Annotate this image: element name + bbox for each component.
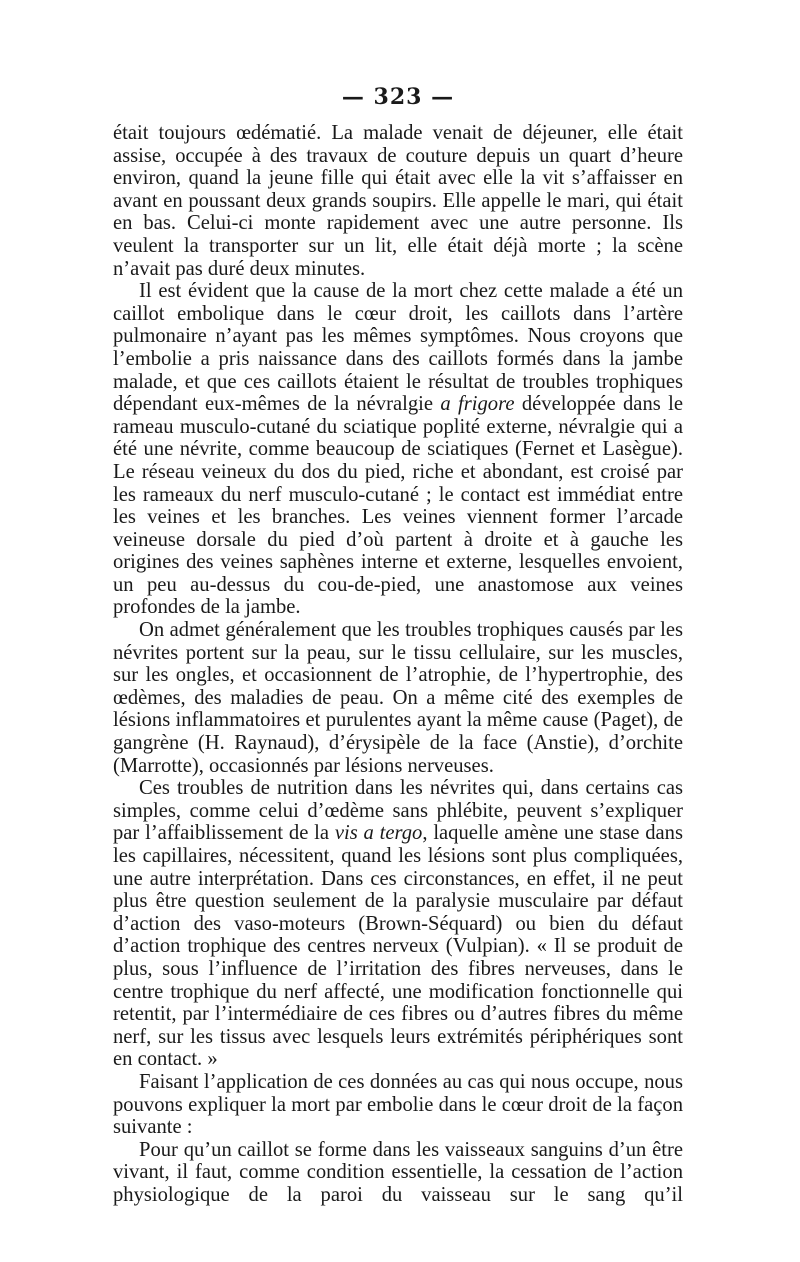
text-run: On admet généralement que les troubles trophiques causés par les névrites portent sur la peau, sur le tissu cellulaire, sur les muscles, sur les ongles, et occasionnent de l’atrophie, de l’hypertrophie, des œdèmes, des maladies de peau. On a même cité des exemples de lésions inflammatoires et purulentes ayant la même cause (Paget), de gangrène (H. Raynaud), d’érysipèle de la face (Anstie), d’orchite (Marrotte), occasionnés par lésions nerveuses.: [113, 619, 683, 777]
text-run: Ces troubles de nutrition dans les névrites qui, dans certains cas simples, comme celui d’œdème sans phlébite, peuvent s’expliquer par l’affaiblissement de la: [113, 777, 683, 845]
paragraph-6: [113, 1139, 683, 1207]
text-run: , laquelle amène une stase dans les capillaires, nécessitent, quand les lésions sont plus compliquées, une autre interprétation. Dans ces circonstances, en effet, il ne peut plus être question seulement de la paralysie musculaire par défaut d’action des vaso-moteurs (Brown-Séquard) ou bien du défaut d’action trophique des centres nerveux (Vulpian). « Il se produit de plus, sous l’influence de l’irritation des fibres nerveuses, dans le centre trophique du nerf affecté, une modification fonctionnelle qui retentit, par l’intermédiaire de ces fibres ou d’autres fibres du même nerf, sur les tissus avec lesquels leurs extrémités périphériques sont en contact. »: [113, 822, 683, 1071]
paragraph-5: [113, 1071, 683, 1139]
italic-text: a frigore: [440, 393, 515, 416]
paragraph-4: [113, 777, 683, 1071]
body-text: [113, 122, 683, 1207]
text-run: Il est évident que la cause de la mort chez cette malade a été un caillot embolique dans le cœur droit, les caillots dans l’artère pulmonaire n’ayant pas les mêmes symptômes. Nous croyons que l’embolie a pris naissance dans des caillots formés dans la jambe malade, et que ces caillots étaient le résultat de troubles trophiques dépendant eux-mêmes de la névralgie: [113, 280, 683, 416]
text-run: était toujours œdématié. La malade venait de déjeuner, elle était assise, occupée à des travaux de couture depuis un quart d’heure environ, quand la jeune fille qui était avec elle la vit s’affaisser en avant en poussant deux grands soupirs. Elle appelle le mari, qui était en bas. Celui-ci monte rapidement avec une autre personne. Ils veulent la transporter sur un lit, elle était déjà morte ; la scène n’avait pas duré deux minutes.: [113, 122, 683, 280]
text-run: Pour qu’un caillot se forme dans les vaisseaux sanguins d’un être vivant, il faut, comme condition essentielle, la cessation de l’action physiologique de la paroi du vaisseau sur le sang qu’il: [113, 1138, 683, 1206]
book-page: [113, 84, 683, 1207]
paragraph-2: [113, 280, 683, 619]
paragraph-1: [113, 122, 683, 280]
paragraph-3: [113, 619, 683, 777]
italic-text: vis a tergo: [334, 822, 423, 845]
text-run: développée dans le rameau musculo-cutané du sciatique poplité externe, névralgie qui a été une névrite, comme beaucoup de sciatiques (Fernet et Lasègue). Le réseau veineux du dos du pied, riche et abondant, est croisé par les rameaux du nerf musculo-cutané ; le contact est immédiat entre les veines et les branches. Les veines viennent former l’arcade veineuse dorsale du pied d’où partent à droite et à gauche les origines des veines saphènes interne et externe, lesquelles envoient, un peu au-dessus du cou-de-pied, une anastomose aux veines profondes de la jambe.: [113, 393, 683, 619]
text-run: Faisant l’application de ces données au cas qui nous occupe, nous pouvons expliquer la mort par embolie dans le cœur droit de la façon suivante :: [113, 1070, 683, 1139]
page-number: — 323 —: [341, 84, 455, 110]
